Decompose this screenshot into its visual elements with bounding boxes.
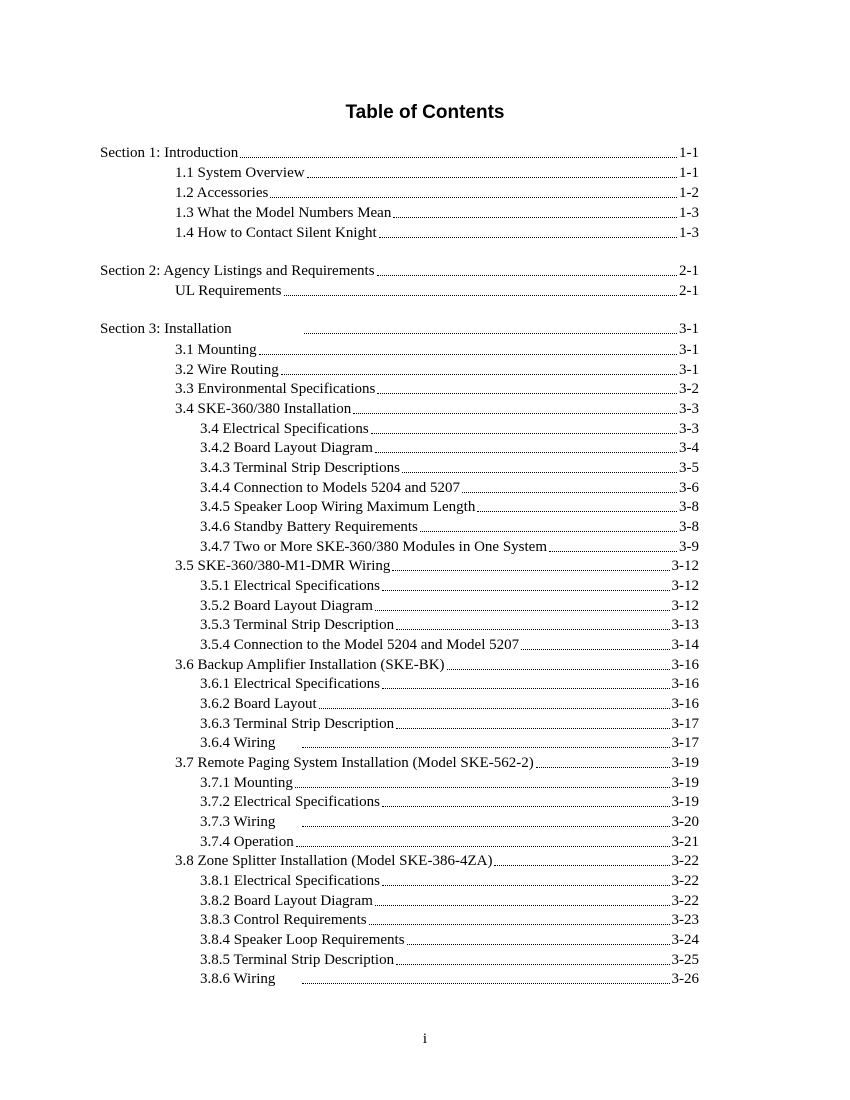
- toc-entry-page: 2-1: [679, 283, 699, 299]
- toc-entry-label: Section 1: Introduction: [100, 145, 239, 161]
- toc-entry-label: 3.4 SKE-360/380 Installation: [175, 401, 352, 417]
- toc-entry[interactable]: [200, 891, 699, 911]
- toc-entry[interactable]: [200, 832, 699, 852]
- toc-leader-dots: [382, 805, 670, 807]
- toc-entry-label: 1.3 What the Model Numbers Mean: [175, 205, 392, 221]
- toc-leader-dots: [375, 609, 670, 611]
- toc-leader-dots: [521, 648, 669, 650]
- toc-entry-label: 3.8.3 Control Requirements: [200, 912, 367, 928]
- toc-leader-dots: [382, 687, 670, 689]
- toc-leader-dots: [382, 884, 670, 886]
- toc-entry[interactable]: [200, 596, 699, 616]
- toc-entry[interactable]: [175, 753, 699, 773]
- toc-leader-dots: [302, 982, 670, 984]
- toc-entry-page: 3-1: [679, 321, 699, 337]
- toc-entry-page: 3-4: [679, 440, 699, 456]
- toc-entry-page: 3-26: [671, 971, 699, 987]
- toc-entry-label: 3.6 Backup Amplifier Installation (SKE-BK): [175, 657, 445, 673]
- page-title: Table of Contents: [345, 102, 505, 123]
- toc-entry[interactable]: [200, 517, 699, 537]
- toc-entry[interactable]: [175, 340, 699, 360]
- toc-entry[interactable]: [200, 438, 699, 458]
- toc-entry-page: 3-24: [671, 932, 699, 948]
- toc-entry-page: 3-1: [679, 342, 699, 358]
- toc-entry[interactable]: [200, 792, 699, 812]
- toc-entry-page: 1-3: [679, 205, 699, 221]
- toc-entry-page: 3-6: [679, 480, 699, 496]
- toc-leader-dots: [379, 236, 677, 238]
- toc-leader-dots: [302, 746, 670, 748]
- toc-entry-label: 3.4.5 Speaker Loop Wiring Maximum Length: [200, 499, 476, 515]
- toc-leader-dots: [396, 628, 669, 630]
- toc-entry-label: 3.8.1 Electrical Specifications: [200, 873, 380, 889]
- toc-entry-page: 3-12: [671, 598, 699, 614]
- toc-entry-page: 3-19: [671, 794, 699, 810]
- toc-entry[interactable]: [200, 478, 699, 498]
- toc-leader-dots: [240, 156, 677, 158]
- toc-entry-label: Section 3: Installation: [100, 321, 232, 337]
- toc-leader-dots: [369, 923, 670, 925]
- toc-entry-page: 3-22: [671, 873, 699, 889]
- toc-entry-page: 3-14: [671, 637, 699, 653]
- toc-entry[interactable]: [200, 773, 699, 793]
- toc-entry-page: 3-2: [679, 381, 699, 397]
- toc-leader-dots: [270, 196, 677, 198]
- toc-entry-label: 3.5 SKE-360/380-M1-DMR Wiring: [175, 558, 391, 574]
- toc-entry[interactable]: [200, 694, 699, 714]
- toc-entry[interactable]: [200, 714, 699, 734]
- toc-leader-dots: [375, 904, 670, 906]
- toc-entry-label: 3.5.2 Board Layout Diagram: [200, 598, 373, 614]
- toc-entry-label: 3.8 Zone Splitter Installation (Model SKE-386-4ZA): [175, 853, 493, 869]
- toc-leader-dots: [377, 274, 677, 276]
- toc-leader-dots: [375, 451, 677, 453]
- toc-entry[interactable]: [200, 674, 699, 694]
- toc-leader-dots: [353, 412, 677, 414]
- toc-entry-page: 3-25: [671, 952, 699, 968]
- toc-leader-dots: [462, 491, 677, 493]
- toc-leader-dots: [281, 373, 677, 375]
- toc-entry-label: 3.7.4 Operation: [200, 834, 294, 850]
- toc-leader-dots: [392, 569, 669, 571]
- toc-entry-label: 3.2 Wire Routing: [175, 362, 279, 378]
- toc-entry-label: 3.5.3 Terminal Strip Description: [200, 617, 395, 633]
- toc-entry-label: 1.4 How to Contact Silent Knight: [175, 225, 377, 241]
- toc-entry[interactable]: [175, 223, 699, 243]
- toc-entry[interactable]: [200, 576, 699, 596]
- toc-entry-page: 3-3: [679, 421, 699, 437]
- toc-entry-page: 3-12: [671, 578, 699, 594]
- toc-leader-dots: [396, 963, 669, 965]
- toc-entry-page: 1-1: [679, 165, 699, 181]
- toc-entry-label: 3.4.7 Two or More SKE-360/380 Modules in One System: [200, 539, 547, 555]
- toc-entry-page: 3-12: [671, 558, 699, 574]
- toc-entry-page: 3-21: [671, 834, 699, 850]
- toc-entry-page: 3-13: [671, 617, 699, 633]
- toc-entry[interactable]: [175, 163, 699, 183]
- toc-entry[interactable]: [175, 379, 699, 399]
- toc-entry-page: 3-16: [671, 676, 699, 692]
- toc-entry[interactable]: [175, 281, 699, 301]
- toc-entry-page: 3-9: [679, 539, 699, 555]
- toc-leader-dots: [420, 530, 677, 532]
- toc-entry[interactable]: [200, 910, 699, 930]
- toc-entry-label: 3.4.2 Board Layout Diagram: [200, 440, 373, 456]
- toc-leader-dots: [549, 550, 677, 552]
- toc-entry-label: 3.8.4 Speaker Loop Requirements: [200, 932, 405, 948]
- toc-leader-dots: [295, 786, 670, 788]
- toc-entry[interactable]: [175, 183, 699, 203]
- toc-entry-page: 3-16: [671, 696, 699, 712]
- toc-entry-page: 3-23: [671, 912, 699, 928]
- toc-leader-dots: [396, 727, 669, 729]
- toc-entry[interactable]: [200, 635, 699, 655]
- toc-entry-page: 3-22: [671, 893, 699, 909]
- toc-entry-label: 3.4.3 Terminal Strip Descriptions: [200, 460, 400, 476]
- toc-entry-page: 3-17: [671, 716, 699, 732]
- toc-leader-dots: [296, 845, 670, 847]
- toc-entry-page: 3-19: [671, 775, 699, 791]
- toc-entry-label: 3.8.2 Board Layout Diagram: [200, 893, 373, 909]
- toc-entry-label: 3.6.1 Electrical Specifications: [200, 676, 380, 692]
- toc-entry[interactable]: [175, 556, 699, 576]
- toc-entry-page: 3-5: [679, 460, 699, 476]
- toc-entry[interactable]: [175, 360, 699, 380]
- toc-entry-label: 3.8.6 Wiring: [200, 971, 276, 987]
- toc-entry[interactable]: [200, 950, 699, 970]
- toc-entry-page: 3-3: [679, 401, 699, 417]
- toc-entry[interactable]: [200, 733, 699, 753]
- toc-leader-dots: [307, 176, 677, 178]
- toc-leader-dots: [319, 707, 670, 709]
- toc-entry[interactable]: [175, 851, 699, 871]
- toc-entry-label: UL Requirements: [175, 283, 282, 299]
- toc-entry-page: 3-19: [671, 755, 699, 771]
- toc-entry-label: 1.2 Accessories: [175, 185, 269, 201]
- toc-entry-label: 3.5.1 Electrical Specifications: [200, 578, 380, 594]
- toc-leader-dots: [302, 825, 670, 827]
- toc-entry-label: Section 2: Agency Listings and Requirements: [100, 263, 375, 279]
- toc-entry-label: 3.4.4 Connection to Models 5204 and 5207: [200, 480, 460, 496]
- toc-entry[interactable]: [200, 419, 699, 439]
- toc-entry-page: 3-1: [679, 362, 699, 378]
- toc-entry-label: 1.1 System Overview: [175, 165, 305, 181]
- toc-leader-dots: [259, 353, 677, 355]
- toc-entry-page: 1-2: [679, 185, 699, 201]
- toc-leader-dots: [402, 471, 677, 473]
- toc-entry-label: 3.6.4 Wiring: [200, 735, 276, 751]
- toc-entry[interactable]: [175, 399, 699, 419]
- toc-leader-dots: [536, 766, 670, 768]
- toc-entry[interactable]: [200, 537, 699, 557]
- toc-entry-page: 3-16: [671, 657, 699, 673]
- toc-entry-label: 3.6.2 Board Layout: [200, 696, 317, 712]
- toc-entry[interactable]: [200, 930, 699, 950]
- toc-entry[interactable]: [200, 871, 699, 891]
- page-number: i: [422, 1031, 428, 1047]
- toc-entry[interactable]: [100, 261, 699, 281]
- toc-leader-dots: [371, 432, 677, 434]
- toc-entry[interactable]: [200, 969, 699, 989]
- toc-entry-label: 3.6.3 Terminal Strip Description: [200, 716, 395, 732]
- toc-entry-label: 3.1 Mounting: [175, 342, 257, 358]
- toc-entry-label: 3.7.3 Wiring: [200, 814, 276, 830]
- toc-entry[interactable]: [200, 458, 699, 478]
- toc-leader-dots: [284, 294, 677, 296]
- toc-leader-dots: [304, 332, 677, 334]
- toc-entry[interactable]: [175, 203, 699, 223]
- toc-entry-page: 3-8: [679, 519, 699, 535]
- toc-entry[interactable]: [100, 319, 699, 339]
- toc-leader-dots: [407, 943, 670, 945]
- toc-entry[interactable]: [200, 615, 699, 635]
- toc-entry[interactable]: [200, 497, 699, 517]
- toc-entry-label: 3.4 Electrical Specifications: [200, 421, 369, 437]
- toc-entry-page: 2-1: [679, 263, 699, 279]
- toc-entry-label: 3.5.4 Connection to the Model 5204 and Model 5207: [200, 637, 520, 653]
- toc-entry[interactable]: [100, 143, 699, 163]
- toc-entry-label: 3.7.2 Electrical Specifications: [200, 794, 380, 810]
- toc-leader-dots: [477, 510, 677, 512]
- toc-entry-page: 3-20: [671, 814, 699, 830]
- toc-entry-label: 3.8.5 Terminal Strip Description: [200, 952, 395, 968]
- toc-entry-label: 3.7 Remote Paging System Installation (Model SKE-562-2): [175, 755, 534, 771]
- toc-entry[interactable]: [200, 812, 699, 832]
- toc-entry-page: 3-8: [679, 499, 699, 515]
- toc-entry-label: 3.3 Environmental Specifications: [175, 381, 376, 397]
- toc-entry-page: 3-17: [671, 735, 699, 751]
- toc-leader-dots: [393, 216, 677, 218]
- toc-entry-page: 3-22: [671, 853, 699, 869]
- toc-entry-page: 1-3: [679, 225, 699, 241]
- toc-leader-dots: [377, 392, 677, 394]
- toc-entry[interactable]: [175, 655, 699, 675]
- toc-entry-label: 3.7.1 Mounting: [200, 775, 293, 791]
- toc-leader-dots: [382, 589, 670, 591]
- toc-entry-label: 3.4.6 Standby Battery Requirements: [200, 519, 418, 535]
- toc-leader-dots: [447, 668, 670, 670]
- toc-leader-dots: [494, 864, 669, 866]
- toc-entry-page: 1-1: [679, 145, 699, 161]
